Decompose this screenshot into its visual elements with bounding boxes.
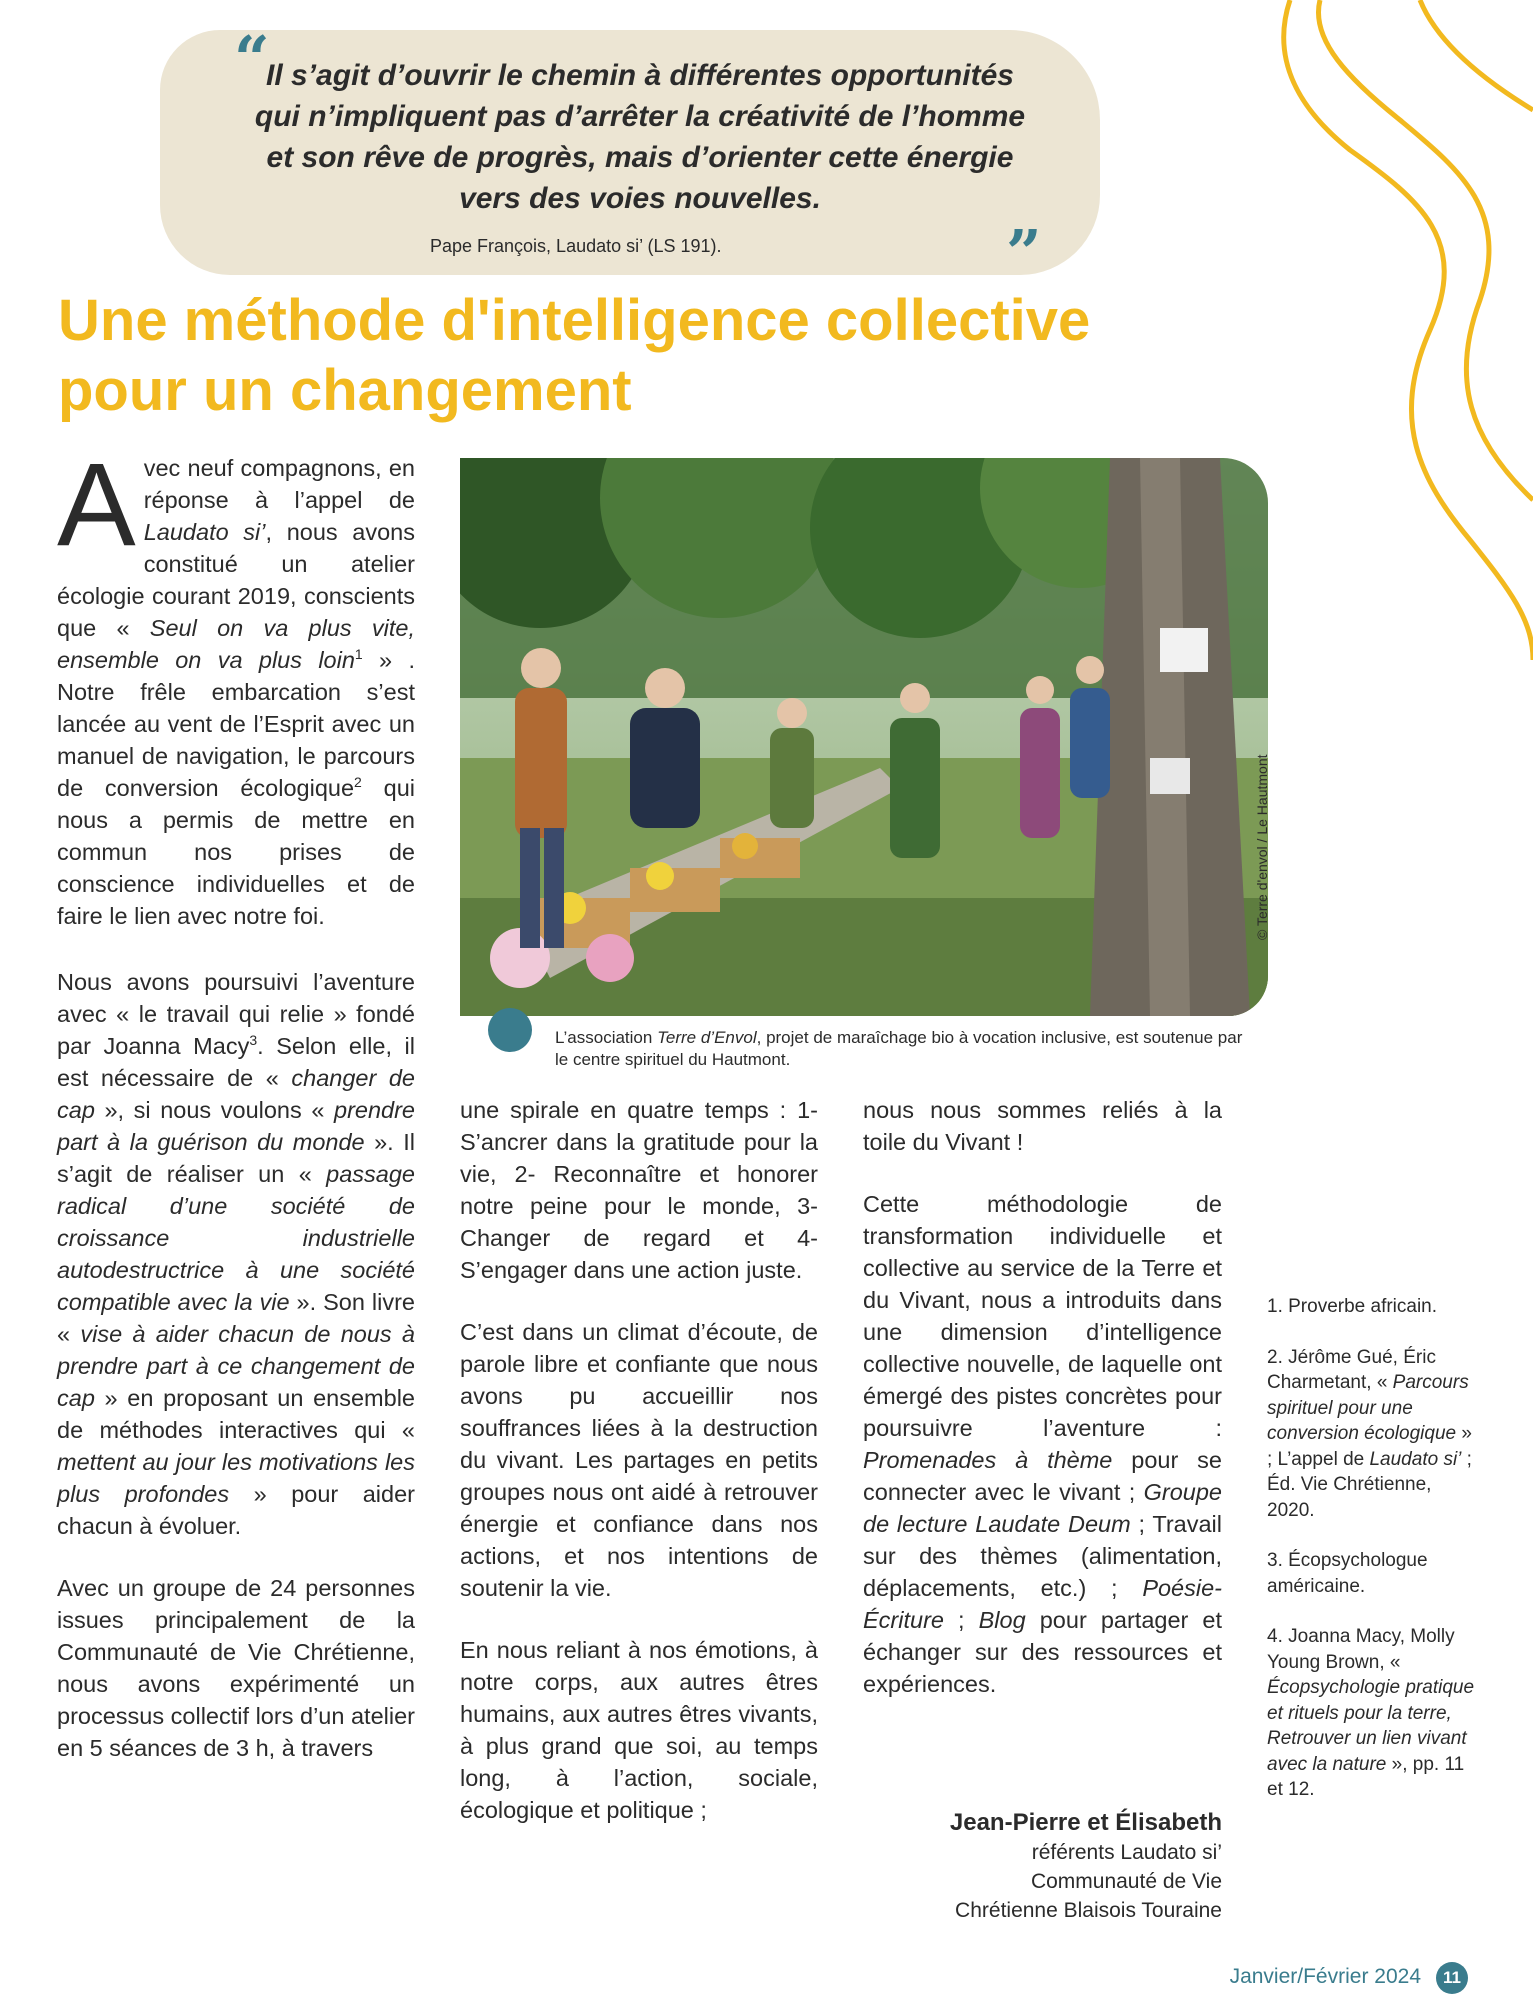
quote-line: vers des voies nouvelles. [459, 182, 821, 215]
issue-date: Janvier/Février 2024 [1229, 1965, 1421, 1988]
photo-caption: L’association Terre d’Envol, projet de maraîchage bio à vocation inclusive, est soutenue par le centre spirituel du Hautmont. [555, 1028, 1243, 1069]
author-organization: Chrétienne Blaisois Touraine [955, 1899, 1222, 1922]
quote-open-mark: “ [234, 22, 270, 95]
author-signature [870, 1808, 1222, 1925]
author-role: référents Laudato si’ [1031, 1841, 1222, 1864]
quote-source: Pape François, Laudato si’ (LS 191). [430, 236, 722, 256]
footnote-ref: 1 [354, 646, 363, 663]
page-number: 11 [1436, 1962, 1468, 1994]
footnote: 1. Proverbe africain. [1267, 1296, 1438, 1317]
quote-close-mark: ” [1006, 216, 1042, 289]
author-organization: Communauté de Vie [1030, 1870, 1222, 1893]
paragraph: Nous avons poursuivi l’aventure avec « le travail qui relie » fondé par Joanna Macy$^3$. Selon elle, il est nécessaire de « changer de cap », si nous voulons « prendre part à la guérison du monde ». Il s’agit de réaliser un « passage radical d’une société de croissance industrielle autodestructrice à une société compatible avec la vie ». Son livre « vise à aider chacun de nous à prendre part à ce changement de cap » en proposant un ensemble de méthodes interactives qui « mettent au jour les motivations les plus profondes » pour aider chacun à évoluer. [57, 969, 416, 1539]
caption-bullet [488, 1008, 532, 1052]
article-column-2 [460, 1094, 818, 1856]
quote-line: Il s’agit d’ouvrir le chemin à différentes opportunités [266, 59, 1014, 92]
paragraph: C’est dans un climat d’écoute, de parole libre et confiante que nous avons pu accueillir nos souffrances liées à la destruction du vivant. Les partages en petits groupes nous ont aidé à retrouver énergie et confiance dans nos actions, et nos intentions de soutenir la vie. [460, 1319, 818, 1601]
paragraph: une spirale en quatre temps : 1- S’ancrer dans la gratitude pour la vie, 2- Reconnaître et honorer notre peine pour le monde, 3- Changer de regard et 4- S’engager dans une action juste. [460, 1097, 818, 1283]
author-name: Jean-Pierre et Élisabeth [949, 1809, 1222, 1836]
quote-line: qui n’impliquent pas d’arrêter la créativité de l’homme [254, 100, 1026, 133]
quote-text [230, 55, 1050, 219]
footnotes [1267, 1294, 1482, 1828]
paragraph: Cette méthodologie de transformation individuelle et collective au service de la Terre et du Vivant, nous a introduits dans une dimension d’intelligence collective nouvelle, de laquelle ont émergé des pistes concrètes pour poursuivre l’aventure : Promenades à thème pour se connecter avec le vivant ; Groupe de lecture Laudate Deum ; Travail sur des thèmes (alimentation, déplacements, etc.) ; Poésie- Écriture ; Blog pour partager et échanger sur des ressources et expériences. [863, 1191, 1223, 1697]
footnote: 4. Joanna Macy, Molly Young Brown, « Écopsychologie pratique et rituels pour la terre, Retrouver un lien vivant avec la nature », pp. 11 et 12. [1267, 1626, 1475, 1800]
footnote: 3. Écopsychologue américaine. [1267, 1550, 1428, 1597]
article-headline [58, 286, 1358, 426]
photo-credit: © Terre d'envol / Le Hautmont [1254, 754, 1270, 940]
footnote: 2. Jérôme Gué, Éric Charmetant, « Parcours spirituel pour une conversion écologique » ; L’appel de Laudato si’ ; Éd. Vie Chrétienne, 2020. [1267, 1346, 1472, 1521]
footnote-ref: 2 [354, 774, 362, 791]
article-column-3 [863, 1094, 1222, 1730]
quote-line: et son rêve de progrès, mais d’orienter cette énergie [266, 141, 1014, 174]
paragraph: nous nous sommes reliés à la toile du Vivant ! [863, 1097, 1222, 1155]
article-column-1 [57, 439, 416, 1794]
paragraph: Avec neuf compagnons, en réponse à l’appel de Laudato si’, nous avons constitué un atelier écologie courant 2019, conscients que « Seul on va plus vite, ensemble on va plus loin$^1$ » . Notre frêle embarcation s’est lancée au vent de l’Esprit avec un manuel de navigation, le parcours de conversion écologique$^2$ qui nous a permis de mettre en commun nos prises de conscience individuelles et de faire le lien avec notre foi. [57, 439, 415, 929]
footnote-ref: 3 [249, 1032, 258, 1049]
headline-line: pour un changement [58, 358, 632, 423]
garden-market-photo [460, 458, 1268, 1016]
article-photo [460, 458, 1268, 1016]
paragraph: Avec un groupe de 24 personnes issues principalement de la Communauté de Vie Chrétienne, nous avons expérimenté un processus collectif lors d’un atelier en 5 séances de 3 h, à travers [57, 1575, 415, 1761]
paragraph: En nous reliant à nos émotions, à notre corps, aux autres êtres humains, aux autres êtres vivants, à plus grand que soi, au temps long, à l’action, sociale, écologique et politique ; [460, 1637, 818, 1823]
headline-line: Une méthode d'intelligence collective [58, 288, 1091, 353]
drop-cap: A [57, 439, 136, 571]
